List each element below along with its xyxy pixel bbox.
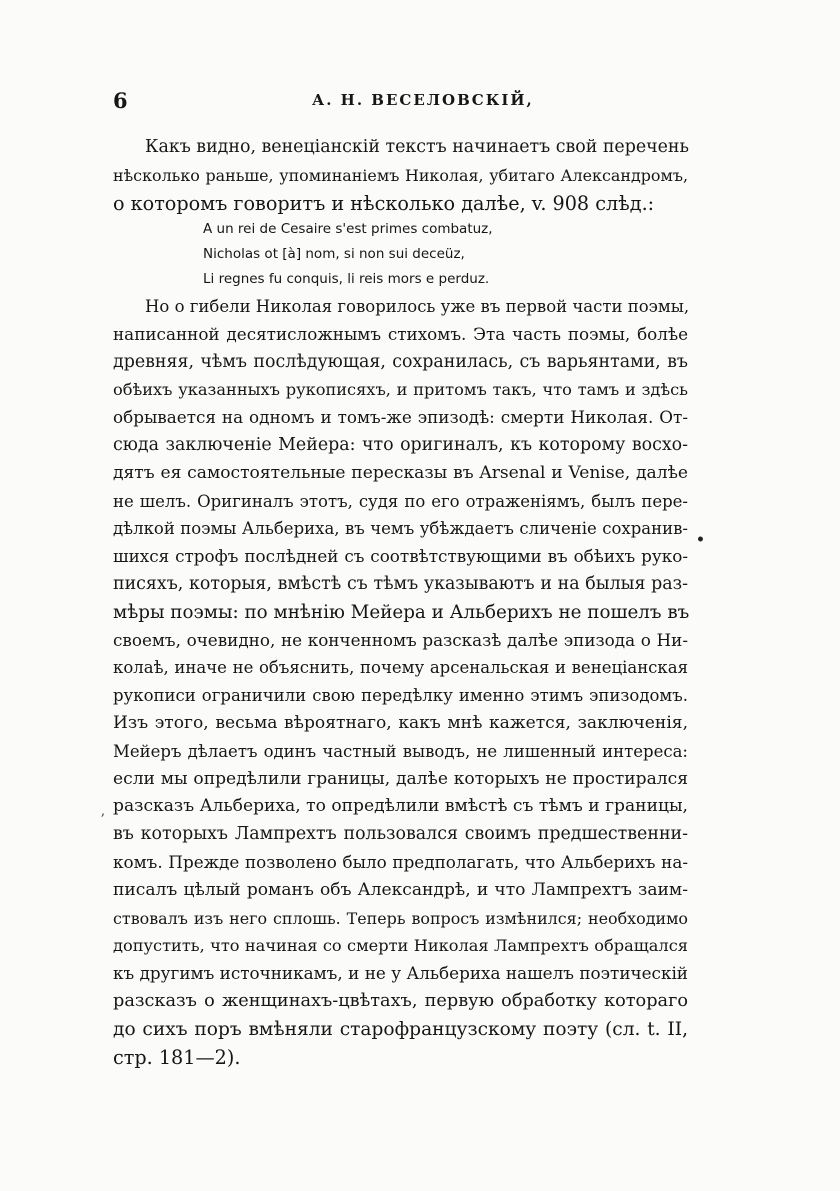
margin-mark: • <box>696 532 705 548</box>
text-line: сюда заключеніе Мейера: что оригиналъ, къ которому восхо- <box>113 434 688 455</box>
text-line: колаѣ, иначе не объяснить, почему арсенальская и венеціанская <box>113 658 688 678</box>
text-line: Мейеръ дѣлаетъ одинъ частный выводъ, не лишенный интереса: <box>113 741 688 761</box>
text-line: не шелъ. Оригиналъ этотъ, судя по его отраженіямъ, былъ пере- <box>113 491 688 511</box>
page-number: 6 <box>113 88 128 113</box>
text-line: мѣры поэмы: по мнѣнію Мейера и Альберихъ не пошелъ въ <box>113 601 690 623</box>
text-line: обѣихъ указанныхъ рукописяхъ, и притомъ такъ, что тамъ и здѣсь <box>113 380 688 400</box>
text-line: къ другимъ источникамъ, и не у Альбериха нашелъ поэтическій <box>113 963 688 984</box>
verse-line: Nicholas ot [à] nom, si non sui deceüz, <box>203 246 465 262</box>
text-line: своемъ, очевидно, не конченномъ разсказѣ далѣе эпизода о Ни- <box>113 629 688 650</box>
text-line: Но о гибели Николая говорилось уже въ первой части поэмы, <box>145 297 690 316</box>
running-title: А. Н. ВЕСЕЛОВСКІЙ, <box>312 91 534 109</box>
text-line: писалъ цѣлый романъ объ Александрѣ, и что Лампрехтъ заим- <box>113 879 688 900</box>
verse-quotation <box>203 217 493 292</box>
text-line: написанной десятисложнымъ стихомъ. Эта часть поэмы, болѣе <box>113 323 688 344</box>
text-line: о которомъ говоритъ и нѣсколько далѣе, v. 908 слѣд.: <box>113 191 655 215</box>
verse-line: Li regnes fu conquis, li reis mors e perduz. <box>203 271 490 287</box>
text-line: разсказъ о женщинахъ-цвѣтахъ, первую обработку котораго <box>113 990 688 1011</box>
text-line: обрывается на одномъ и томъ-же эпизодѣ: смерти Николая. От- <box>113 407 688 428</box>
text-line: Какъ видно, венеціанскій текстъ начинаетъ свой перечень <box>145 137 689 157</box>
text-line: до сихъ поръ вмѣняли старофранцузскому поэту (сл. t. II, <box>113 1018 688 1040</box>
text-line: рукописи ограничили свою передѣлку именно этимъ эпизодомъ. <box>113 686 688 706</box>
text-line: нѣсколько раньше, упоминаніемъ Николая, убитаго Александромъ, <box>113 165 688 185</box>
text-line: разсказъ Альбериха, то опредѣлили вмѣстѣ съ тѣмъ и границы, <box>113 796 688 817</box>
text-line: дятъ ея самостоятельные пересказы въ Arsenal и Venise, далѣе <box>113 462 688 483</box>
text-line: писяхъ, которыя, вмѣстѣ съ тѣмъ указываютъ и на былыя раз- <box>113 573 688 594</box>
text-line: древняя, чѣмъ послѣдующая, сохранилась, съ варьянтами, въ <box>113 351 688 372</box>
margin-mark: ʼ <box>100 812 105 828</box>
text-line: если мы опредѣлили границы, далѣе которыхъ не простирался <box>113 768 688 789</box>
paragraph-1 <box>113 134 688 217</box>
text-line: шихся строфъ послѣдней съ соотвѣтствующими въ обѣихъ руко- <box>113 546 688 567</box>
text-line: комъ. Прежде позволено было предполагать, что Альберихъ на- <box>113 851 688 872</box>
text-line: стр. 181—2). <box>113 1045 241 1069</box>
text-line: въ которыхъ Лампрехтъ пользовался своимъ предшественни- <box>113 824 688 845</box>
paragraph-2 <box>113 293 688 1071</box>
text-line: Изъ этого, весьма вѣроятнаго, какъ мнѣ кажется, заключенія, <box>113 712 688 733</box>
verse-line: A un rei de Cesaire s'est primes combatuz, <box>203 221 493 237</box>
text-line: ствовалъ изъ него сплошь. Теперь вопросъ измѣнился; необходимо <box>113 908 688 928</box>
text-line: допустить, что начиная со смерти Николая Лампрехтъ обращался <box>113 936 688 956</box>
text-line: дѣлкой поэмы Альбериха, въ чемъ убѣждаетъ сличеніе сохранив- <box>113 519 688 539</box>
